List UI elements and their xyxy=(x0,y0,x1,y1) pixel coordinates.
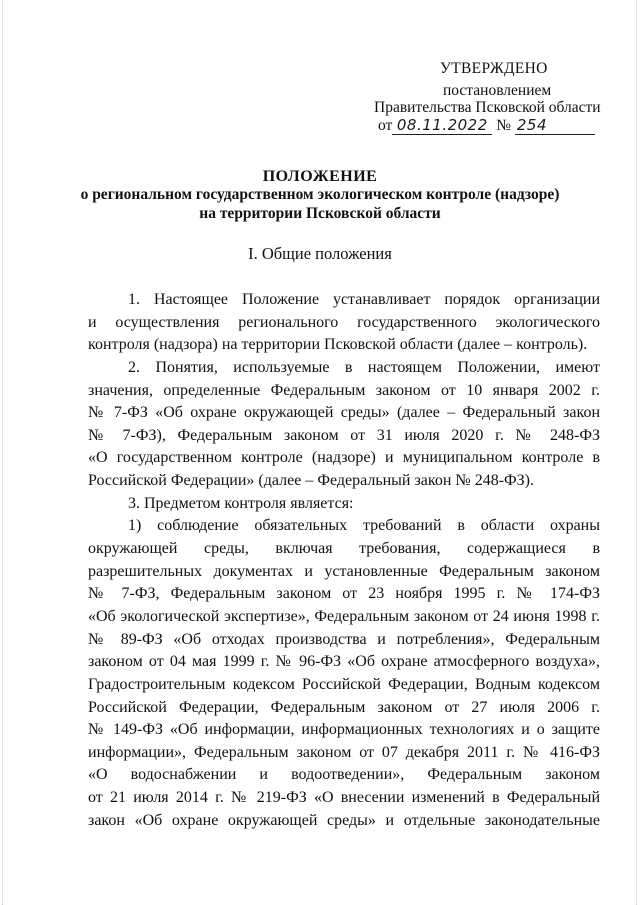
text-line: закон «Об охране окружающей среды» и отдельные законодательные xyxy=(88,811,600,829)
text-line: 1) соблюдение обязательных требований в области охраны xyxy=(128,517,600,535)
text-line: значения, определенные Федеральным законом от 10 января 2002 г. xyxy=(88,381,600,399)
text-line: от 21 июля 2014 г. № 219-ФЗ «О внесении изменений в Федеральный xyxy=(88,789,600,807)
text-line: Российской Федерации, Федеральным законом от 27 июля 2006 г. xyxy=(88,698,600,716)
text-line: № 7-ФЗ), Федеральным законом от 31 июля 2020 г. № 248-ФЗ xyxy=(88,426,600,444)
approval-government: Правительства Псковской области xyxy=(374,99,601,116)
text-line: 3. Предметом контроля является: xyxy=(128,494,354,512)
text-line: № 7-ФЗ, Федеральным законом от 23 ноября 1995 г. № 174-ФЗ xyxy=(88,585,600,603)
approval-number-handwritten: 254 xyxy=(515,116,595,135)
text-line: контроля (надзора) на территории Псковской области (далее – контроль). xyxy=(88,336,588,354)
text-line: информации», Федеральным законом от 07 декабря 2011 г. № 416-ФЗ xyxy=(88,743,600,761)
approval-date-handwritten: 08.11.2022 xyxy=(392,116,492,135)
document-subtitle-line-2: на территории Псковской области xyxy=(199,205,441,222)
text-line: «О государственном контроле (надзоре) и муниципальном контроле в xyxy=(88,449,600,467)
text-line: 1. Настоящее Положение устанавливает порядок организации xyxy=(128,291,600,308)
text-line: № 89-ФЗ «Об отходах производства и потребления», Федеральным xyxy=(88,630,600,648)
text-line: Градостроительным кодексом Российской Федерации, Водным кодексом xyxy=(88,675,600,693)
text-line: № 7-ФЗ «Об охране окружающей среды» (далее – Федеральный закон xyxy=(88,404,600,422)
text-line: окружающей среды, включая требования, содержащиеся в xyxy=(88,540,600,558)
text-line: «О водоснабжении и водоотведении», Федеральным законом xyxy=(88,766,600,784)
text-line: «Об экологической экспертизе», Федеральным законом от 24 июня 1998 г. xyxy=(88,607,600,625)
text-line: № 149-ФЗ «Об информации, информационных технологиях и о защите xyxy=(88,721,600,739)
document-title: ПОЛОЖЕНИЕ xyxy=(262,168,378,185)
approval-by: постановлением xyxy=(443,82,552,99)
approval-date-prefix: от xyxy=(378,117,393,134)
approval-title: УТВЕРЖДЕНО xyxy=(440,60,548,77)
document-subtitle-line-1: о региональном государственном экологическом контроле (надзоре) xyxy=(80,186,560,203)
scan-edge-right xyxy=(634,0,637,905)
approval-number-sign: № xyxy=(496,117,511,134)
document-body xyxy=(88,289,600,832)
text-line: законом от 04 мая 1999 г. № 96-ФЗ «Об охране атмосферного воздуха», xyxy=(88,653,600,671)
text-line: разрешительных документах и установленные Федеральным законом xyxy=(88,562,600,580)
scan-edge-left xyxy=(2,0,5,905)
text-line: 2. Понятия, используемые в настоящем Положении, имеют xyxy=(128,358,600,376)
section-heading: I. Общие положения xyxy=(248,244,392,263)
text-line: и осуществления регионального государственного экологического xyxy=(88,313,600,331)
approval-date-line xyxy=(378,116,595,135)
text-line: Российской Федерации» (далее – Федеральный закон № 248-ФЗ). xyxy=(88,472,535,490)
